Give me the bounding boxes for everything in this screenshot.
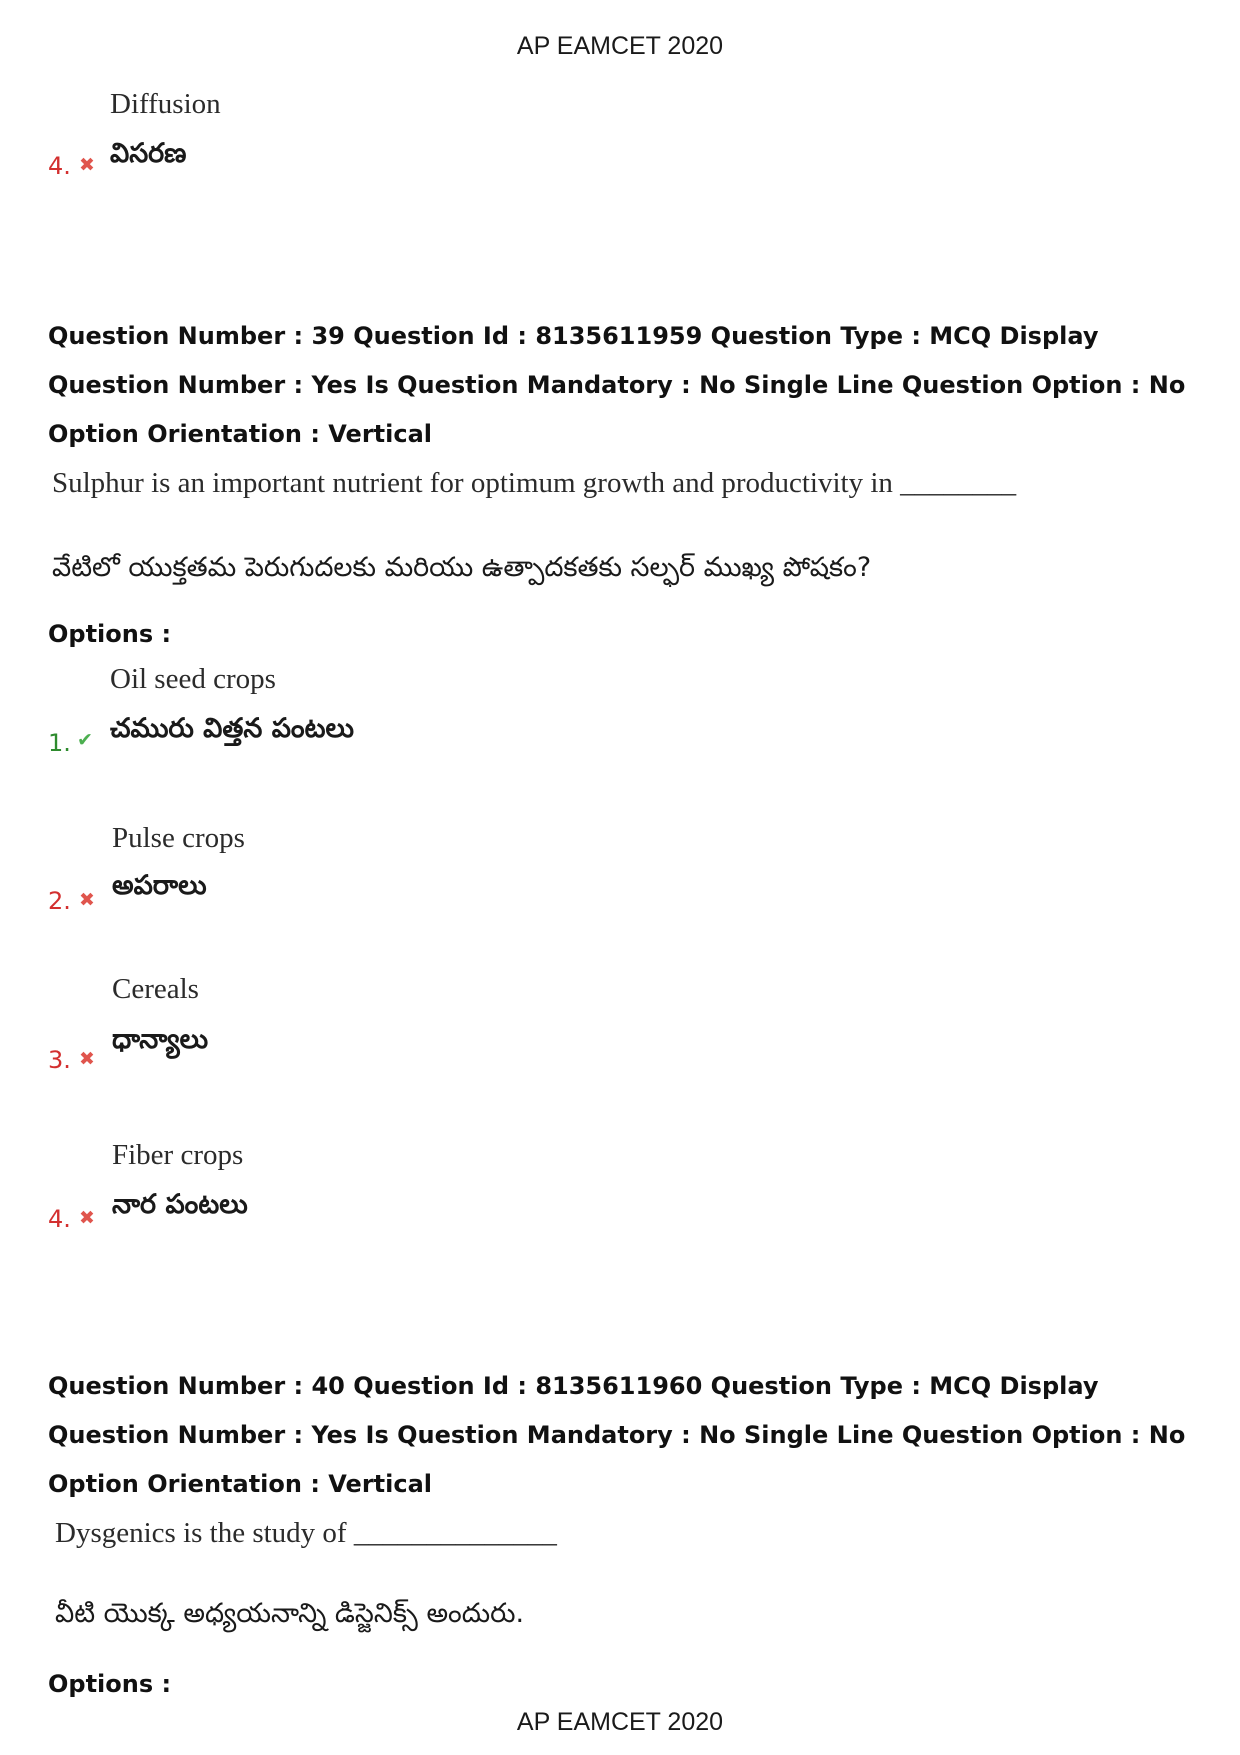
option-number: 2. [48,887,71,915]
page-header: AP EAMCET 2020 [516,32,724,60]
option-english-text: Pulse crops [112,822,245,854]
option-telugu-text: ధాన్యాలు [112,1024,209,1055]
option-number: 3. [48,1046,71,1074]
correct-check-icon: ✔ [77,729,93,751]
wrong-mark-icon: ✖ [79,154,95,176]
option-english-text: Oil seed crops [110,663,276,695]
question-telugu-text: వేటిలో యుక్తతమ పెరుగుదలకు మరియు ఉత్పాదకతకు సల్ఫర్ ముఖ్య పోషకం? [52,552,872,583]
options-label: Options : [48,1670,172,1698]
wrong-mark-icon: ✖ [79,1207,95,1229]
option-telugu-text: చమురు విత్తన పంటలు [110,713,354,744]
option-number: 4. [48,1205,71,1233]
question-english-text: Dysgenics is the study of ______________ [55,1517,557,1549]
option-telugu-text: విసరణ [110,138,187,169]
option-english-text: Fiber crops [112,1139,244,1171]
wrong-mark-icon: ✖ [79,1048,95,1070]
page-footer: AP EAMCET 2020 [516,1708,724,1736]
option-english-text: Cereals [112,973,199,1005]
question-meta: Question Number : 40 Question Id : 8135611960 Question Type : MCQ Display Question Number : Yes Is Question Mandatory : No Single Line Question Option : No Option Orientation : Vertical [48,1372,1186,1498]
question-english-text: Sulphur is an important nutrient for optimum growth and productivity in ________ [52,467,1017,499]
option-english-text: Diffusion [110,88,221,120]
option-number: 1. [48,729,71,757]
question-telugu-text: వీటి యొక్క అధ్యయనాన్ని డిస్జెనిక్స్ అందురు. [55,1598,525,1629]
option-telugu-text: అపరాలు [112,870,207,901]
option-telugu-text: నార పంటలు [112,1189,248,1220]
option-number: 4. [48,152,71,180]
wrong-mark-icon: ✖ [79,889,95,911]
question-meta: Question Number : 39 Question Id : 8135611959 Question Type : MCQ Display Question Number : Yes Is Question Mandatory : No Single Line Question Option : No Option Orientation : Vertical [48,322,1186,448]
options-label: Options : [48,620,172,648]
